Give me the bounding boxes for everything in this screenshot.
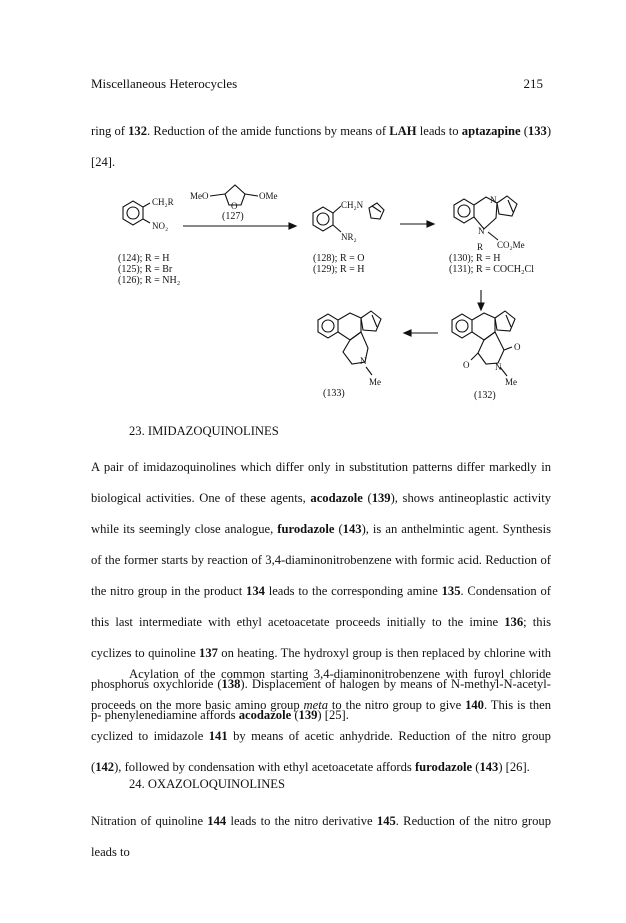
label-124: (124); R = H [118,253,170,264]
paragraph-acodazole: A pair of imidazoquinolines which differ only in substitution patterns differ markedly in biological activities. One of these agents, acodazole (139), shows antineoplastic activity while its seemingly close analogue, furodazole (143), is an anthelmintic agent. Synthesis of the former starts by reaction of 3,4-diaminonitrobenzene with formic acid. Reduction of the nitro group in the product 134 leads to the corresponding amine 135. Condensation of this last intermediate with ethyl acetoacetate proceeds initially to the imine 136; this cyclizes to quinoline 137 on heating. The hydroxyl group is then replaced by chlorine with phosphorus oxychloride (138). Displacement of halogen by means of N-methyl-N-acetyl-p- phenylenediamine affords acodazole (139) [25]. [91,460,552,722]
carbonyl-o-132a: O [514,342,521,352]
piperazinedione-ring-132 [478,332,504,364]
reagent-ring-oxygen: O [231,201,238,211]
section-heading-23: 23. IMIDAZOQUINOLINES [129,424,279,438]
label-128: (128); R = O [313,253,365,264]
label-129: (129); R = H [313,264,365,275]
substituent-r: R [477,242,484,252]
reagent-ome: OMe [259,191,278,201]
pyrrole-ring-132 [495,311,515,331]
benzene-ring-132 [452,314,472,338]
atom-n-130b: N [478,226,485,236]
label-126: (126); R = NH₂ [118,275,181,286]
label-131: (131); R = COCH₂Cl [449,264,534,275]
benzene-ring-133 [318,314,338,338]
benzene-ring-130 [454,199,474,223]
pyrrole-ring-130 [497,196,517,216]
running-title: Miscellaneous Heterocycles [91,76,238,91]
carbonyl-o-132b: O [463,360,470,370]
section-heading-24: 24. OXAZOLOQUINOLINES [129,777,286,791]
substituent-co2me: CO₂Me [497,240,525,250]
atom-n-132: N [495,362,502,372]
paragraph-furodazole: Acylation of the common starting 3,4-diaminonitrobenzene with furoyl chloride proceeds on the more basic amino group meta to the nitro group to give 140. This is then cyclized to imidazole 141 by means of acetic anhydride. Reduction of the nitro group (142), followed by condensation with ethyl acetoacetate affords furodazole (143) [26]. [91,667,551,774]
label-127: (127) [222,211,244,222]
label-133: (133) [323,388,345,399]
pyrrole-ring-128 [369,203,384,219]
substituent-me-133: Me [369,377,381,387]
substituent-nr2: NR₂ [341,232,357,242]
intro-paragraph: ring of 132. Reduction of the amide functions by means of LAH leads to aptazapine (133) [24]. [91,124,552,169]
benzene-ring-124 [123,201,143,225]
reagent-meo: MeO [190,191,209,201]
label-130: (130); R = H [449,253,501,264]
label-125: (125); R = Br [118,264,173,275]
substituent-ch2r: CH₂R [152,197,174,207]
substituent-no2: NO₂ [152,221,169,231]
benzene-ring-128 [313,207,333,231]
page-number: 215 [523,76,543,91]
substituent-ch2n: CH₂N [341,200,364,210]
label-132: (132) [474,390,496,401]
pyrrole-ring-133 [361,311,381,331]
paragraph-oxazoloquinolines: Nitration of quinoline 144 leads to the nitro derivative 145. Reduction of the nitro group leads to [91,814,551,859]
substituent-me-132: Me [505,377,517,387]
atom-n-130a: N [490,195,497,205]
atom-n-133: N [360,356,367,366]
